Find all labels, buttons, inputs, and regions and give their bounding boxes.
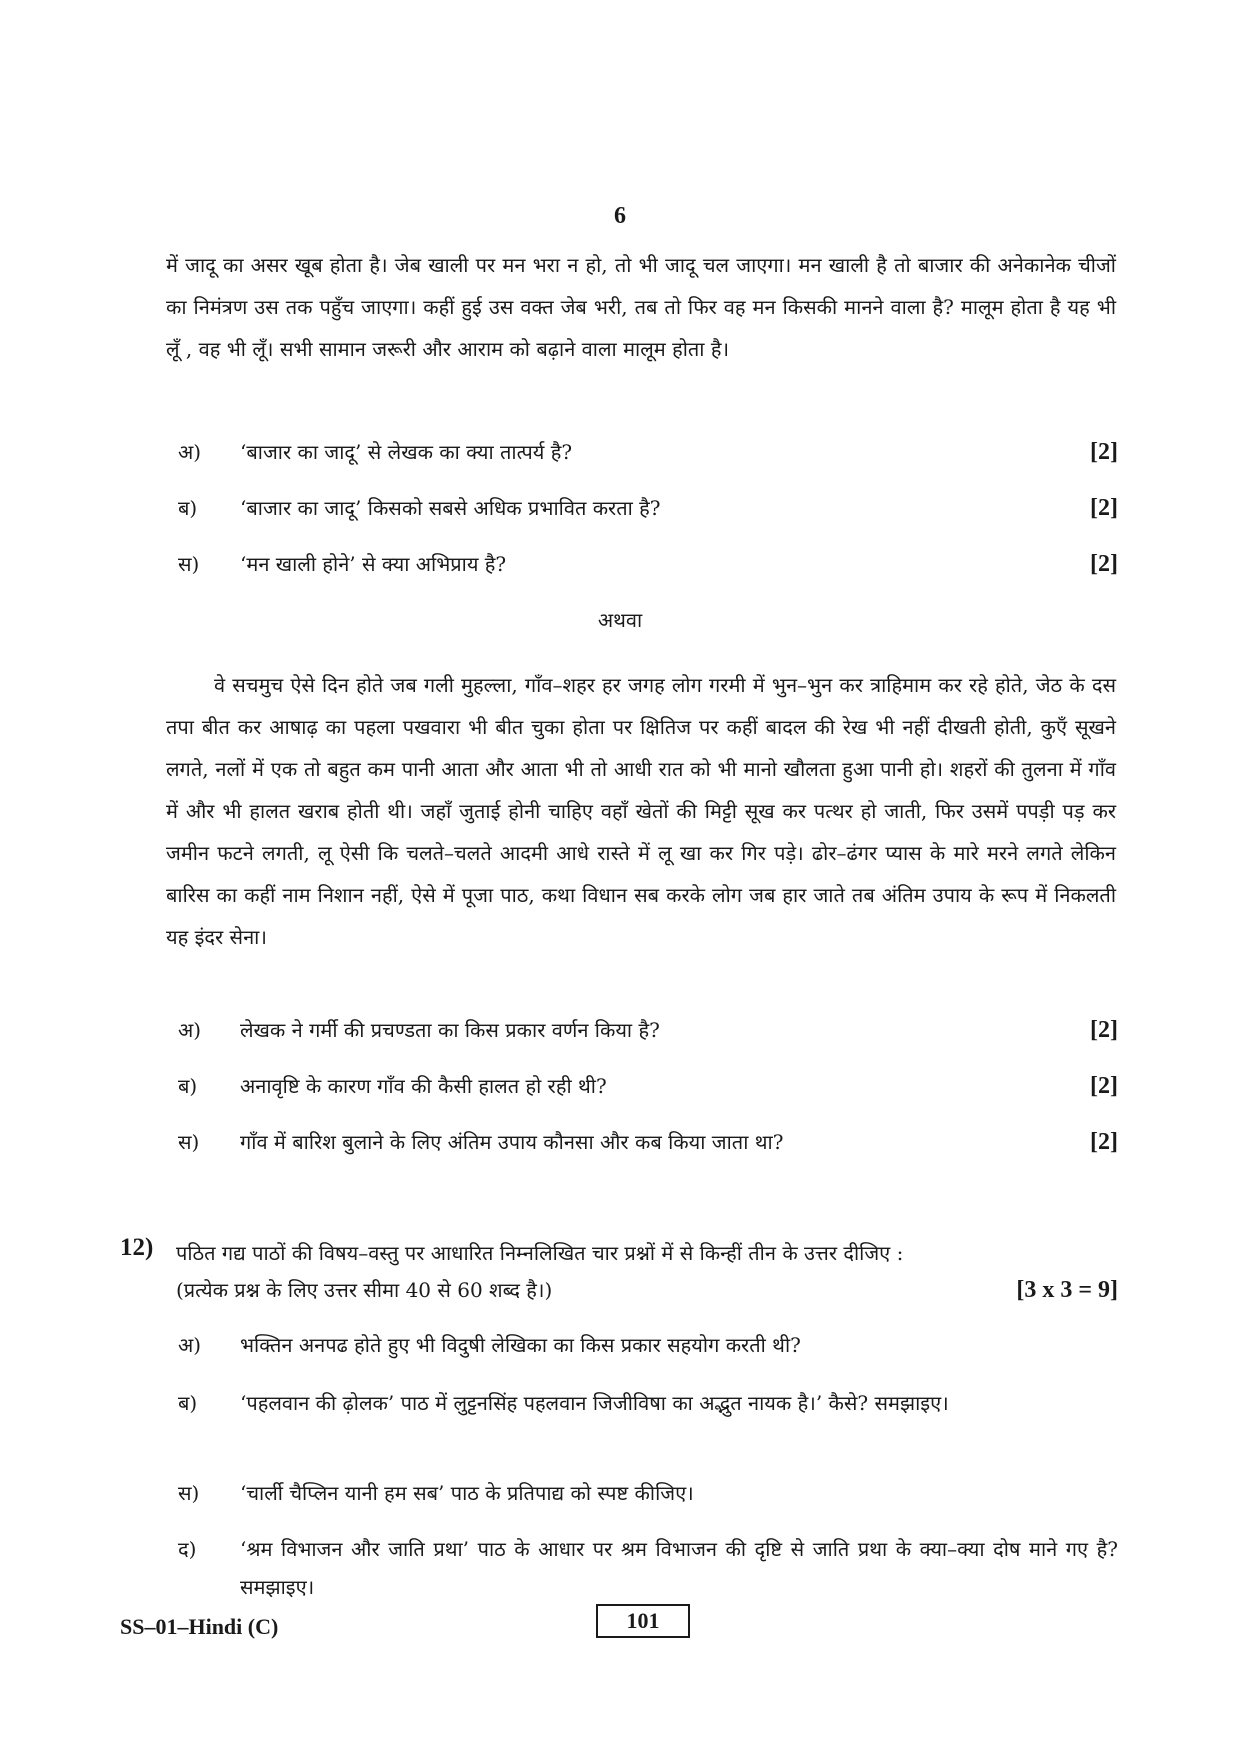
passage-bazaar xyxy=(166,244,1116,370)
question-label: स) xyxy=(178,552,200,576)
question-label: स) xyxy=(178,1130,200,1154)
question-marks: [2] xyxy=(1090,1129,1118,1155)
sub-question-text: भक्तिन अनपढ होते हुए भी विदुषी लेखिका का किस प्रकार सहयोग करती थी? xyxy=(240,1333,801,1357)
question-12-marks: [3 x 3 = 9] xyxy=(1016,1277,1118,1303)
question-12-intro: पठित गद्य पाठों की विषय–वस्तु पर आधारित निम्नलिखित चार प्रश्नों में से किन्हीं तीन के उत्तर दीजिए : xyxy=(176,1241,904,1265)
sub-question-label: अ) xyxy=(178,1333,202,1357)
sub-question xyxy=(166,1326,1118,1364)
sub-question xyxy=(166,1384,1118,1422)
sub-question-text: ‘पहलवान की ढ़ोलक’ पाठ में लुट्टनसिंह पहलवान जिजीविषा का अद्भुत नायक है।’ कैसे? समझाइए। xyxy=(240,1391,949,1415)
question-item xyxy=(166,1066,1118,1106)
question-text: अनावृष्टि के कारण गाँव की कैसी हालत हो रही थी? xyxy=(240,1074,607,1098)
paper-code: SS–01–Hindi (C) xyxy=(120,1614,279,1639)
passage-text: में जादू का असर खूब होता है। जेब खाली पर मन भरा न हो, तो भी जादू चल जाएगा। मन खाली है तो बाजार की अनेकानेक चीजों का निमंत्रण उस तक पहुँच जाएगा। कहीं हुई उस वक्त जेब भरी, तब तो फिर वह मन किसकी मानने वाला है? मालूम होता है यह भी लूँ , वह भी लूँ। सभी सामान जरूरी और आराम को बढ़ाने वाला मालूम होता है। xyxy=(166,253,1116,361)
sub-question-label: स) xyxy=(178,1481,200,1505)
or-separator: अथवा xyxy=(597,608,643,632)
question-text: ‘बाजार का जादू’ किसको सबसे अधिक प्रभावित करता है? xyxy=(240,496,661,520)
question-label: अ) xyxy=(178,440,202,464)
question-marks: [2] xyxy=(1090,1017,1118,1043)
question-item xyxy=(166,488,1118,528)
sub-question-label: ब) xyxy=(178,1391,198,1415)
sub-question xyxy=(166,1530,1118,1606)
page-number: 6 xyxy=(614,203,626,229)
question-text: लेखक ने गर्मी की प्रचण्डता का किस प्रकार वर्णन किया है? xyxy=(240,1018,660,1042)
sub-question-text: ‘चार्ली चैप्लिन यानी हम सब’ पाठ के प्रतिपाद्य को स्पष्ट कीजिए। xyxy=(240,1481,694,1505)
question-item xyxy=(166,1010,1118,1050)
question-label: ब) xyxy=(178,496,198,520)
sub-question-label: द) xyxy=(178,1537,197,1561)
question-label: अ) xyxy=(178,1018,202,1042)
question-text: ‘बाजार का जादू’ से लेखक का क्या तात्पर्य है? xyxy=(240,440,573,464)
footer-page-box: 101 xyxy=(596,1604,690,1638)
question-item xyxy=(166,432,1118,472)
passage-inder-sena xyxy=(166,664,1116,958)
question-12-word-limit: (प्रत्येक प्रश्न के लिए उत्तर सीमा 40 से 60 शब्द है।) xyxy=(176,1278,553,1302)
question-text: ‘मन खाली होने’ से क्या अभिप्राय है? xyxy=(240,552,507,576)
passage-text: वे सचमुच ऐसे दिन होते जब गली मुहल्ला, गाँव–शहर हर जगह लोग गरमी में भुन–भुन कर त्राहिमाम कर रहे होते, जेठ के दस तपा बीत कर आषाढ़ का पहला पखवारा भी बीत चुका होता पर क्षितिज पर कहीं बादल की रेख भी नहीं दीखती होती, कुएँ सूखने लगते, नलों में एक तो बहुत कम पानी आता और आता भी तो आधी रात को भी मानो खौलता हुआ पानी हो। शहरों की तुलना में गाँव में और भी हालत खराब होती थी। जहाँ जुताई होनी चाहिए वहाँ खेतों की मिट्टी सूख कर पत्थर हो जाती, फिर उसमें पपड़ी पड़ कर जमीन फटने लगती, लू ऐसी कि चलते–चलते आदमी आधे रास्ते में लू खा कर गिर पड़े। ढोर–ढंगर प्यास के मारे मरने लगते लेकिन बारिस का कहीं नाम निशान नहीं, ऐसे में पूजा पाठ, कथा विधान सब करके लोग जब हार जाते तब अंतिम उपाय के रूप में निकलती यह इंदर सेना। xyxy=(166,673,1116,949)
question-item xyxy=(166,544,1118,584)
question-12-number: 12) xyxy=(120,1234,154,1261)
question-marks: [2] xyxy=(1090,495,1118,521)
question-item xyxy=(166,1122,1118,1162)
sub-question xyxy=(166,1474,1118,1512)
question-marks: [2] xyxy=(1090,439,1118,465)
question-marks: [2] xyxy=(1090,551,1118,577)
question-label: ब) xyxy=(178,1074,198,1098)
question-text: गाँव में बारिश बुलाने के लिए अंतिम उपाय कौनसा और कब किया जाता था? xyxy=(240,1130,784,1154)
sub-question-text: ‘श्रम विभाजन और जाति प्रथा’ पाठ के आधार पर श्रम विभाजन की दृष्टि से जाति प्रथा के क्या–क्या दोष माने गए है? समझाइए। xyxy=(240,1537,1118,1599)
question-marks: [2] xyxy=(1090,1073,1118,1099)
